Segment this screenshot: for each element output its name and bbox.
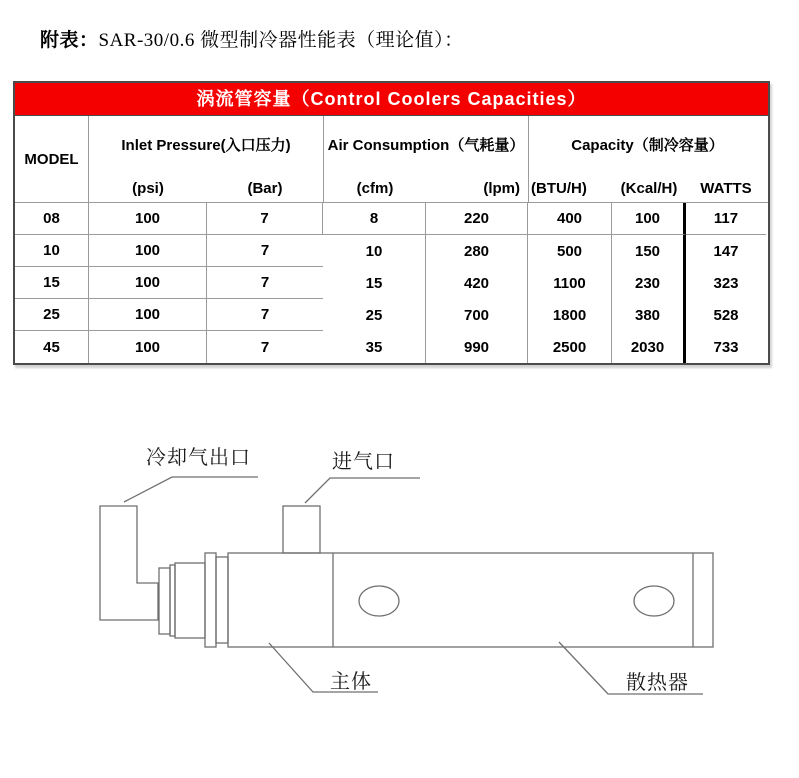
cell-model: 08 (15, 203, 89, 235)
cell-kcal: 2030 (612, 331, 686, 363)
col-header-watts: WATTS (700, 180, 752, 197)
fitting-washer-1 (159, 568, 170, 634)
cell-btu: 2500 (528, 331, 612, 363)
cell-cfm: 35 (323, 331, 426, 363)
leader-air-inlet (305, 478, 420, 503)
col-header-model: MODEL (15, 116, 89, 202)
cell-lpm: 990 (426, 331, 528, 363)
leader-cold-outlet (124, 477, 258, 502)
col-header-kcal: (Kcal/H) (620, 180, 678, 197)
cell-btu: 1800 (528, 299, 612, 331)
cell-watts: 528 (713, 306, 739, 324)
cell-psi: 100 (89, 267, 207, 299)
cell-cfm: 8 (323, 203, 426, 235)
cell-cfm: 25 (323, 299, 426, 331)
cell-bar: 7 (207, 203, 323, 235)
cold-outlet-elbow-pipe (100, 506, 158, 620)
inlet-pipe (283, 506, 320, 553)
cell-kcal: 150 (612, 235, 686, 267)
cell-lpm: 700 (426, 299, 528, 331)
cell-bar: 7 (207, 299, 323, 331)
mounting-hole-left (359, 586, 399, 616)
main-tube-body (228, 553, 713, 647)
cell-kcal: 380 (612, 299, 686, 331)
cell-btu: 1100 (528, 267, 612, 299)
cell-watts: 147 (713, 242, 739, 260)
col-header-psi: (psi) (132, 180, 164, 197)
cell-btu: 400 (528, 203, 612, 235)
muffler-body (175, 563, 205, 638)
cell-psi: 100 (89, 203, 207, 235)
cell-bar: 7 (207, 235, 323, 267)
cell-kcal: 230 (612, 267, 686, 299)
table-banner-title: 涡流管容量（Control Coolers Capacities） (15, 83, 768, 116)
cell-cfm: 10 (323, 235, 426, 267)
label-air-inlet: 进气口 (332, 451, 395, 473)
cell-lpm: 420 (426, 267, 528, 299)
cell-psi: 100 (89, 235, 207, 267)
cell-psi: 100 (89, 331, 207, 363)
cell-cfm: 15 (323, 267, 426, 299)
col-group-capacity: Capacity（制冷容量） (528, 116, 766, 172)
col-header-lpm: (lpm) (483, 180, 520, 197)
col-group-air-consumption: Air Consumption（气耗量） (323, 116, 528, 172)
cell-psi: 100 (89, 299, 207, 331)
label-heat-sink: 散热器 (626, 672, 689, 694)
cell-bar: 7 (207, 267, 323, 299)
document-title-text: SAR-30/0.6 微型制冷器性能表（理论值）： (98, 30, 464, 51)
label-cold-air-outlet: 冷却气出口 (146, 447, 251, 469)
cell-lpm: 280 (426, 235, 528, 267)
cell-watts: 323 (713, 274, 739, 292)
cell-watts: 733 (713, 338, 739, 356)
cell-kcal: 100 (612, 203, 686, 235)
cell-model: 25 (15, 299, 89, 331)
cell-bar: 7 (260, 338, 270, 356)
col-header-bar: (Bar) (247, 180, 283, 197)
cell-model: 15 (15, 267, 89, 299)
mounting-hole-right (634, 586, 674, 616)
spacer-ring (216, 557, 228, 643)
cell-watts: 117 (686, 203, 766, 235)
col-header-btu: (BTU/H) (528, 172, 612, 202)
col-header-cfm: (cfm) (323, 172, 426, 202)
cell-model: 10 (15, 235, 89, 267)
fitting-washer-2 (170, 565, 175, 636)
document-title-prefix: 附表： (40, 30, 99, 51)
flange (205, 553, 216, 647)
cell-btu: 500 (528, 235, 612, 267)
cell-lpm: 220 (426, 203, 528, 235)
col-group-inlet-pressure: Inlet Pressure(入口压力) (121, 136, 291, 154)
cell-model: 45 (15, 331, 89, 363)
label-main-body: 主体 (330, 671, 372, 693)
